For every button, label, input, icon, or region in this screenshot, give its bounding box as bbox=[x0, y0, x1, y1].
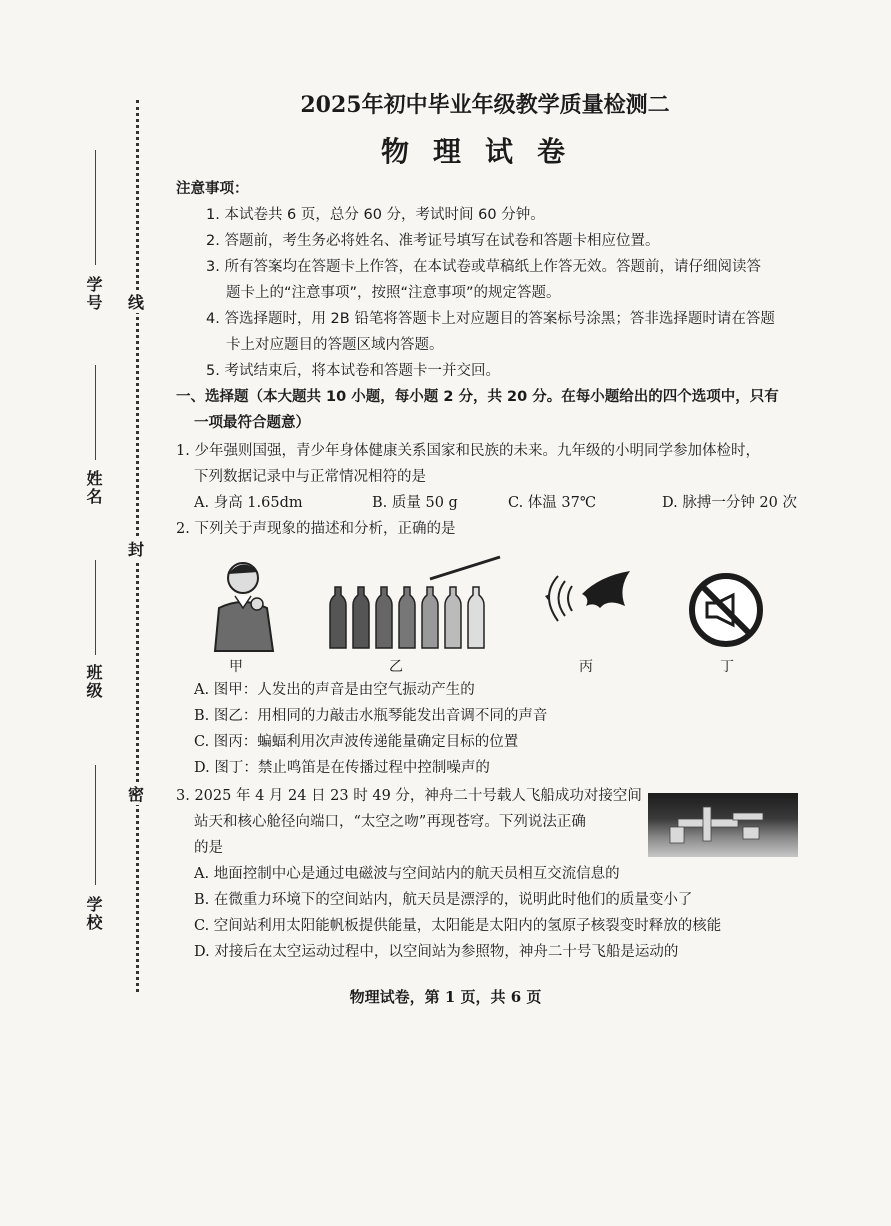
q1-option-a: A. 身高 1.65dm bbox=[194, 495, 303, 511]
q1-option-c: C. 体温 37℃ bbox=[508, 495, 597, 511]
seal-seal-char: 封 bbox=[128, 537, 144, 560]
seal-secret-char: 密 bbox=[128, 782, 144, 805]
note-item: 3. 所有答案均在答题卡上作答，在本试卷或草稿纸上作答无效。答题前，请仔细阅读答 bbox=[206, 259, 761, 275]
note-item: 题卡上的“注意事项”，按照“注意事项”的规定答题。 bbox=[226, 285, 561, 301]
q2-option-c: C. 图丙：蝙蝠利用次声波传递能量确定目标的位置 bbox=[194, 734, 519, 750]
seal-line-char: 线 bbox=[128, 290, 144, 313]
figure-label-bing: 丙 bbox=[579, 659, 593, 675]
q2-option-a: A. 图甲：人发出的声音是由空气振动产生的 bbox=[194, 682, 475, 698]
name-label: 姓名 bbox=[84, 470, 103, 506]
figure-jia-person-humming bbox=[205, 556, 285, 656]
q3-stem: 3. 2025 年 4 月 24 日 23 时 49 分，神舟二十号载人飞船成功对接空间 bbox=[176, 788, 642, 804]
q1-stem: 1. 少年强则国强，青少年身体健康关系国家和民族的未来。九年级的小明同学参加体检时， bbox=[176, 443, 760, 459]
note-item: 卡上对应题目的答题区域内答题。 bbox=[226, 337, 444, 353]
notes-heading: 注意事项： bbox=[176, 181, 249, 197]
q3-stem-cont: 站天和核心舱径向端口，“太空之吻”再现苍穹。下列说法正确 bbox=[194, 814, 586, 830]
q3-option-c: C. 空间站利用太阳能帆板提供能量，太阳能是太阳内的氢原子核裂变时释放的核能 bbox=[194, 918, 722, 934]
note-item: 1. 本试卷共 6 页，总分 60 分，考试时间 60 分钟。 bbox=[206, 207, 545, 223]
figure-label-jia: 甲 bbox=[229, 659, 243, 675]
note-item: 2. 答题前，考生务必将姓名、准考证号填写在试卷和答题卡相应位置。 bbox=[206, 233, 660, 249]
exam-title: 2025年初中毕业年级教学质量检测二 bbox=[300, 92, 670, 118]
page-footer: 物理试卷，第 1 页，共 6 页 bbox=[349, 988, 542, 1006]
note-item: 4. 答选择题时，用 2B 铅笔将答题卡上对应题目的答案标号涂黑；答非选择题时请在答题 bbox=[206, 311, 775, 327]
figure-ding-no-honking-sign bbox=[687, 571, 765, 649]
school-blank bbox=[95, 765, 96, 885]
class-label: 班级 bbox=[84, 664, 103, 700]
space-station-photo bbox=[648, 793, 798, 857]
section-heading-cont: 一项最符合题意） bbox=[194, 415, 310, 431]
q3-option-d: D. 对接后在太空运动过程中，以空间站为参照物，神舟二十号飞船是运动的 bbox=[194, 944, 679, 960]
q3-stem-cont: 的是 bbox=[194, 840, 223, 856]
q1-option-d: D. 脉搏一分钟 20 次 bbox=[662, 495, 797, 511]
figure-bing-bat-echolocation bbox=[530, 566, 635, 641]
figure-label-yi: 乙 bbox=[389, 659, 403, 675]
figure-label-ding: 丁 bbox=[720, 659, 734, 675]
q2-stem: 2. 下列关于声现象的描述和分析，正确的是 bbox=[176, 521, 456, 537]
q2-option-d: D. 图丁：禁止鸣笛是在传播过程中控制噪声的 bbox=[194, 760, 490, 776]
name-blank bbox=[95, 365, 96, 460]
q3-option-b: B. 在微重力环境下的空间站内，航天员是漂浮的，说明此时他们的质量变小了 bbox=[194, 892, 693, 908]
note-item: 5. 考试结束后，将本试卷和答题卡一并交回。 bbox=[206, 363, 500, 379]
section-heading: 一、选择题（本大题共 10 小题，每小题 2 分，共 20 分。在每小题给出的四个选项中，只有 bbox=[176, 389, 779, 405]
figure-yi-water-bottles bbox=[325, 553, 505, 653]
q2-option-b: B. 图乙：用相同的力敲击水瓶琴能发出音调不同的声音 bbox=[194, 708, 548, 724]
school-label: 学校 bbox=[84, 896, 103, 932]
student-no-blank bbox=[95, 150, 96, 265]
student-no-label: 学号 bbox=[84, 276, 103, 312]
q1-stem-cont: 下列数据记录中与正常情况相符的是 bbox=[194, 469, 426, 485]
class-blank bbox=[95, 560, 96, 655]
q1-option-b: B. 质量 50 g bbox=[372, 495, 458, 511]
q3-option-a: A. 地面控制中心是通过电磁波与空间站内的航天员相互交流信息的 bbox=[194, 866, 620, 882]
subject-title: 物理试卷 bbox=[380, 135, 589, 168]
